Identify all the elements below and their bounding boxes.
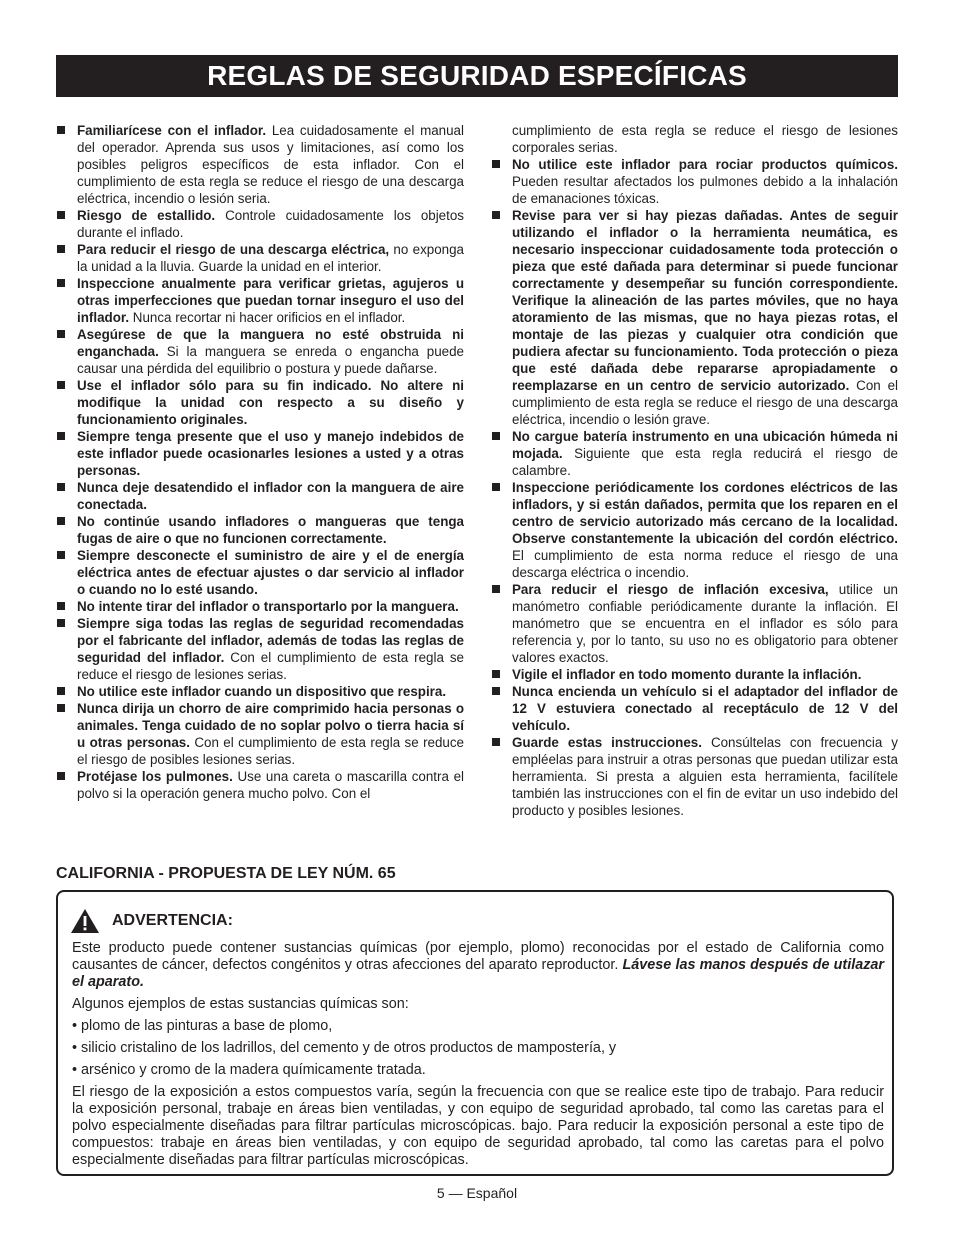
bullet-square-icon (57, 211, 65, 219)
rule-bold: Guarde estas instrucciones. (512, 735, 702, 750)
rule-bold: Nunca deje desatendido el inflador con la manguera de aire conectada. (77, 480, 464, 512)
rule-item (491, 479, 898, 581)
warning-header (70, 908, 233, 934)
rule-bold: No cargue batería instrumento en una ubicación húmeda ni mojada. (512, 429, 898, 461)
warning-label: ADVERTENCIA: (112, 912, 233, 929)
rule-text: Con el cumplimiento de esta regla se reduce el riesgo de una descarga eléctrica, incendio o lesión grave. (512, 378, 898, 427)
rule-text: Controle cuidadosamente los objetos durante el inflado. (77, 208, 464, 240)
rule-text: utilice un manómetro confiable periódicamente durante la inflación. El manómetro que se encuentra en el inflador es sólo para referencia y, por lo tanto, su uso no es obligatorio para obtener valores exactos. (512, 582, 898, 665)
rule-text: Pueden resultar afectados los pulmones debido a la inhalación de emanaciones tóxicas. (512, 174, 898, 206)
bullet-square-icon (57, 704, 65, 712)
rule-bold: Use el inflador sólo para su fin indicado. No altere ni modifique la unidad con respecto a su diseño y funcionamiento originales. (77, 378, 464, 427)
bullet-square-icon (57, 602, 65, 610)
rule-bold: Para reducir el riesgo de inflación excesiva, (512, 582, 829, 597)
bullet-square-icon (492, 211, 500, 219)
example-item: • silicio cristalino de los ladrillos, del cemento y de otros productos de mampostería, y (72, 1040, 617, 1056)
rule-item (491, 581, 898, 666)
rule-text: Con el cumplimiento de esta regla se reduce el riesgo de lesiones serias. (77, 650, 464, 682)
bullet-square-icon (492, 160, 500, 168)
left-rules-list (56, 122, 464, 802)
bullet-square-icon (492, 483, 500, 491)
rule-text: Nunca recortar ni hacer orificios en el inflador. (129, 310, 406, 325)
rule-bold: Vigile el inflador en todo momento durante la inflación. (512, 667, 862, 682)
rule-item (491, 683, 898, 734)
rule-bold: Para reducir el riesgo de una descarga eléctrica, (77, 242, 390, 257)
bullet-square-icon (57, 551, 65, 559)
warning-body (72, 940, 884, 1174)
rule-bold: No continúe usando infladores o mangueras que tenga fugas de aire o que no funcionen correctamente. (77, 514, 464, 546)
bullet-square-icon (57, 381, 65, 389)
page-footer: 5 — Español (436, 1185, 518, 1201)
rule-item (56, 275, 464, 326)
warning-intro-text: Este producto puede contener sustancias químicas (por ejemplo, plomo) reconocidas por el estado de California como causantes de cáncer, defectos congénitos y otras afecciones del aparato reproductor. (72, 940, 884, 973)
bullet-square-icon (57, 279, 65, 287)
bullet-square-icon (57, 126, 65, 134)
rule-bold: No utilice este inflador cuando un dispositivo que respira. (77, 684, 447, 699)
rule-bold: Riesgo de estallido. (77, 208, 216, 223)
rule-item (56, 615, 464, 683)
bullet-square-icon (492, 738, 500, 746)
rule-bold: Siempre siga todas las reglas de seguridad recomendadas por el fabricante del inflador, además de todas las reglas de seguridad del inflador. (77, 616, 464, 665)
rule-bold: No intente tirar del inflador o transportarlo por la manguera. (77, 599, 459, 614)
rule-item (56, 377, 464, 428)
bullet-square-icon (57, 517, 65, 525)
rule-item (56, 326, 464, 377)
rule-item (56, 479, 464, 513)
rule-item (56, 122, 464, 207)
rule-item (491, 207, 898, 428)
warning-box (56, 890, 894, 1176)
warning-triangle-icon (70, 908, 100, 934)
warning-intro (72, 940, 884, 991)
example-item: • plomo de las pinturas a base de plomo, (72, 1018, 333, 1034)
left-column (56, 122, 464, 802)
rule-bold: Protéjase los pulmones. (77, 769, 233, 784)
warning-closing: El riesgo de la exposición a estos compuestos varía, según la frecuencia con que se realice este tipo de trabajo. Para reducir la exposición personal, trabaje en áreas bien ventiladas, y con equipo de seguridad aprobado, tal como las caretas para el polvo especialmente diseñadas para filtrar partículas microscópicas. bajo. Para reducir la exposición personal a este tipo de compuestos: trabaje en áreas bien ventiladas, y con equipo de seguridad aprobado, tal como las caretas para el polvo especialmente diseñadas para filtrar partículas microscópicas. (72, 1084, 884, 1168)
rule-item (491, 156, 898, 207)
rule-bold: Nunca encienda un vehículo si el adaptador del inflador de 12 V estuviera conectado al receptáculo de 12 V del vehículo. (512, 684, 898, 733)
bullet-square-icon (57, 687, 65, 695)
rule-bold: No utilice este inflador para rociar productos químicos. (512, 157, 898, 172)
rule-text: Consúltelas con frecuencia y empléelas para instruir a otras personas que puedan utilizar esta herramienta. Si presta a alguien esta herramienta, facilítele también las instrucciones con el fin de evitar un uso indebido del producto y posibles lesiones. (512, 735, 898, 818)
rule-item (56, 768, 464, 802)
rule-item (56, 207, 464, 241)
rule-item (56, 241, 464, 275)
rule-text: no exponga la unidad a la lluvia. Guarde la unidad en el interior. (77, 242, 464, 274)
bullet-square-icon (492, 687, 500, 695)
rule-bold: Siempre tenga presente que el uso y manejo indebidos de este inflador puede ocasionarles lesiones a usted y a otras personas. (77, 429, 464, 478)
rule-text: Lea cuidadosamente el manual del operador. Aprenda sus usos y limitaciones, así como los posibles peligros específicos de esta inflador. Con el cumplimiento de esta regla se reduce el riesgo de una descarga eléctrica, incendio o lesión seria. (77, 123, 464, 206)
bullet-square-icon (57, 483, 65, 491)
examples-lead: Algunos ejemplos de estas sustancias químicas son: (72, 996, 409, 1012)
bullet-square-icon (57, 772, 65, 780)
rule-item (491, 666, 898, 683)
rule-text: El cumplimiento de esta norma reduce el riesgo de una descarga eléctrica o incendio. (512, 548, 898, 580)
rule-bold: Inspeccione anualmente para verificar grietas, agujeros u otras imperfecciones que puedan tornar inseguro el uso del inflador. (77, 276, 464, 325)
bullet-square-icon (492, 432, 500, 440)
bullet-square-icon (57, 245, 65, 253)
bullet-square-icon (57, 330, 65, 338)
bullet-square-icon (492, 585, 500, 593)
rule-item (491, 428, 898, 479)
rule-bold: Inspeccione periódicamente los cordones eléctricos de las infladors, y si están dañados, permita que los reparen en el centro de servicio autorizado más cercano de la localidad. Observe constantemente la ubicación del cordón eléctrico. (512, 480, 898, 546)
rule-text: Use una careta o mascarilla contra el polvo si la operación genera mucho polvo. Con el (77, 769, 464, 801)
example-item: • arsénico y cromo de la madera químicamente tratada. (72, 1062, 426, 1078)
rule-item (56, 683, 464, 700)
rule-item (56, 598, 464, 615)
bullet-square-icon (57, 432, 65, 440)
rule-bold: Asegúrese de que la manguera no esté obstruida ni enganchada. (77, 327, 464, 359)
right-rules-list (491, 122, 898, 819)
rule-item (56, 547, 464, 598)
rule-item (56, 513, 464, 547)
rule-continuation: cumplimiento de esta regla se reduce el riesgo de lesiones corporales serias. (512, 123, 898, 155)
warning-intro-emphasis: Lávese las manos después de utilazar el aparato. (72, 957, 884, 990)
rule-text: Siguiente que esta regla reducirá el riesgo de calambre. (512, 446, 898, 478)
prop65-heading: CALIFORNIA - PROPUESTA DE LEY NÚM. 65 (56, 865, 396, 882)
rule-text: Con el cumplimiento de esta regla se reduce el riesgo de posibles lesiones serias. (77, 735, 465, 767)
right-column (491, 122, 898, 819)
bullet-square-icon (57, 619, 65, 627)
rule-item (491, 734, 898, 819)
rule-bold: Nunca dirija un chorro de aire comprimido hacia personas o animales. Tenga cuidado de no soplar polvo o tierra hacia sí u otras personas. (77, 701, 464, 750)
title-bar (56, 55, 898, 97)
rule-bold: Revise para ver si hay piezas dañadas. Antes de seguir utilizando el inflador o la herramienta neumática, es necesario inspeccionar cuidadosamente toda protección o pieza que esté dañada para determinar si puede funcionar correctamente y desempeñar su función correspondiente. Verifique la alineación de las partes móviles, que no haya atoramiento de las mismas, que no haya piezas rotas, el montaje de las piezas y cualquier otra condición que pudiera afectar su funcionamiento. Toda protección o pieza que esté dañada debe repararse apropiadamente o reemplazarse en un centro de servicio autorizado. (512, 208, 898, 393)
page-title: REGLAS DE SEGURIDAD ESPECÍFICAS (207, 60, 747, 91)
rule-item (56, 700, 464, 768)
rule-bold: Familiarícese con el inflador. (77, 123, 267, 138)
rule-bold: Siempre desconecte el suministro de aire y el de energía eléctrica antes de efectuar ajustes o dar servicio al inflador o cuando no lo esté usando. (77, 548, 464, 597)
rule-text: Si la manguera se enreda o engancha puede causar una pérdida del equilibrio o postura y puede dañarse. (77, 344, 464, 376)
bullet-square-icon (492, 670, 500, 678)
rule-item (56, 428, 464, 479)
